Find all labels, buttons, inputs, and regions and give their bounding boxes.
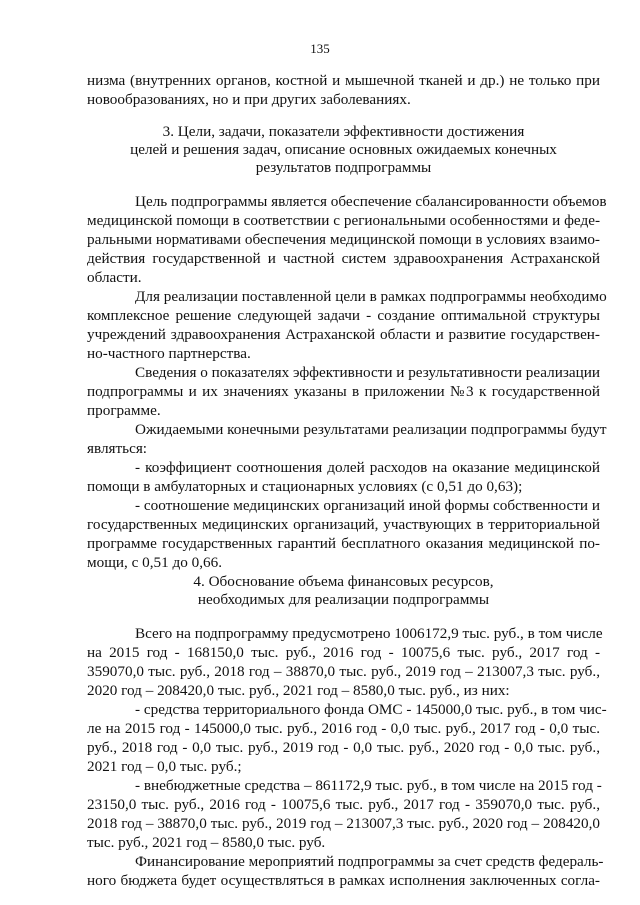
text-line: Ожидаемыми конечными результатами реализации подпрограммы будут (135, 421, 607, 438)
text-line: действия государственной и частной систем здравоохранения Астраханской (87, 250, 600, 267)
section-4-paragraph-total (87, 624, 603, 700)
section-3-paragraph-results (87, 420, 607, 458)
text-line: низма (внутренних органов, костной и мышечной тканей и др.) не только при (87, 72, 600, 89)
text-line: медицинской помощи в соответствии с региональными особенностями и феде- (87, 212, 600, 229)
text-line: являться: (87, 440, 148, 457)
section-3-paragraph-goal (87, 192, 607, 287)
heading-line: 4. Обоснование объема финансовых ресурсов, (193, 573, 494, 590)
text-line: Сведения о показателях эффективности и результативности реализации (135, 364, 600, 381)
text-line: ного бюджета будет осуществляться в рамках исполнения заключенных согла- (87, 872, 600, 889)
text-line: комплексное решение следующей задачи - создание оптимальной структуры (87, 307, 600, 324)
text-line: программе. (87, 402, 161, 419)
text-line: 2018 год – 38870,0 тыс. руб., 2019 год – 213007,3 тыс. руб., 2020 год – 208420,0 (87, 815, 600, 832)
text-line: - внебюджетные средства – 861172,9 тыс. руб., в том числе на 2015 год - (135, 777, 602, 794)
text-line: программе государственных гарантий бесплатного оказания медицинской по- (87, 535, 600, 552)
text-line: новообразованиях, но и при других заболеваниях. (87, 91, 411, 108)
text-line: 2021 год – 0,0 тыс. руб.; (87, 758, 242, 775)
section-4-paragraph-extrabudget (87, 776, 600, 852)
text-line: Всего на подпрограмму предусмотрено 1006172,9 тыс. руб., в том числе (135, 625, 603, 642)
text-line: 23150,0 тыс. руб., 2016 год - 10075,6 тыс. руб., 2017 год - 359070,0 тыс. руб., (87, 796, 600, 813)
heading-line: результатов подпрограммы (255, 159, 432, 176)
page-number: 135 (310, 41, 330, 56)
text-line: Для реализации поставленной цели в рамках подпрограммы необходимо (135, 288, 607, 305)
text-line: помощи в амбулаторных и стационарных условиях (с 0,51 до 0,63); (87, 478, 523, 495)
section-3-bullet-ratio (87, 496, 600, 572)
text-line: тыс. руб., 2021 год – 8580,0 тыс. руб. (87, 834, 326, 851)
text-line: учреждений здравоохранения Астраханской области и развитие государствен- (87, 326, 600, 343)
section-4-paragraph-oms (87, 700, 607, 776)
text-line: ральными нормативами обеспечения медицинской помощи в условиях взаимо- (87, 231, 600, 248)
text-line: - средства территориального фонда ОМС - 145000,0 тыс. руб., в том чис- (135, 701, 607, 718)
text-line: государственных медицинских организаций, участвующих в территориальной (87, 516, 600, 533)
text-line: - коэффициент соотношения долей расходов на оказание медицинской (135, 459, 600, 476)
section-3-paragraph-indicators (87, 363, 600, 420)
heading-line: целей и решения задач, описание основных ожидаемых конечных (130, 141, 557, 158)
section-4-heading (87, 573, 600, 609)
heading-line: 3. Цели, задачи, показатели эффективности достижения (162, 123, 525, 140)
section-4-paragraph-federal (87, 852, 604, 890)
text-line: руб., 2018 год - 0,0 тыс. руб., 2019 год - 0,0 тыс. руб., 2020 год - 0,0 тыс. руб., (87, 739, 600, 756)
intro-paragraph (87, 71, 600, 109)
text-line: мощи, с 0,51 до 0,66. (87, 554, 223, 571)
heading-line: необходимых для реализации подпрограммы (197, 591, 490, 608)
text-line: 359070,0 тыс. руб., 2018 год – 38870,0 тыс. руб., 2019 год – 213007,3 тыс. руб., (87, 663, 600, 680)
text-line: Цель подпрограммы является обеспечение сбалансированности объемов (135, 193, 607, 210)
text-line: но-частного партнерства. (87, 345, 251, 362)
section-3-bullet-coefficient (87, 458, 600, 496)
text-line: 2020 год – 208420,0 тыс. руб., 2021 год – 8580,0 тыс. руб., из них: (87, 682, 510, 699)
section-3-paragraph-task (87, 287, 607, 363)
section-3-heading (87, 123, 600, 177)
text-line: на 2015 год - 168150,0 тыс. руб., 2016 год - 10075,6 тыс. руб., 2017 год - (87, 644, 600, 661)
text-line: - соотношение медицинских организаций иной формы собственности и (135, 497, 600, 514)
text-line: подпрограммы и их значениях указаны в приложении №3 к государственной (87, 383, 600, 400)
text-line: Финансирование мероприятий подпрограммы за счет средств федераль- (135, 853, 604, 870)
text-line: ле на 2015 год - 145000,0 тыс. руб., 2016 год - 0,0 тыс. руб., 2017 год - 0,0 тыс. (87, 720, 600, 737)
text-line: области. (87, 269, 142, 286)
